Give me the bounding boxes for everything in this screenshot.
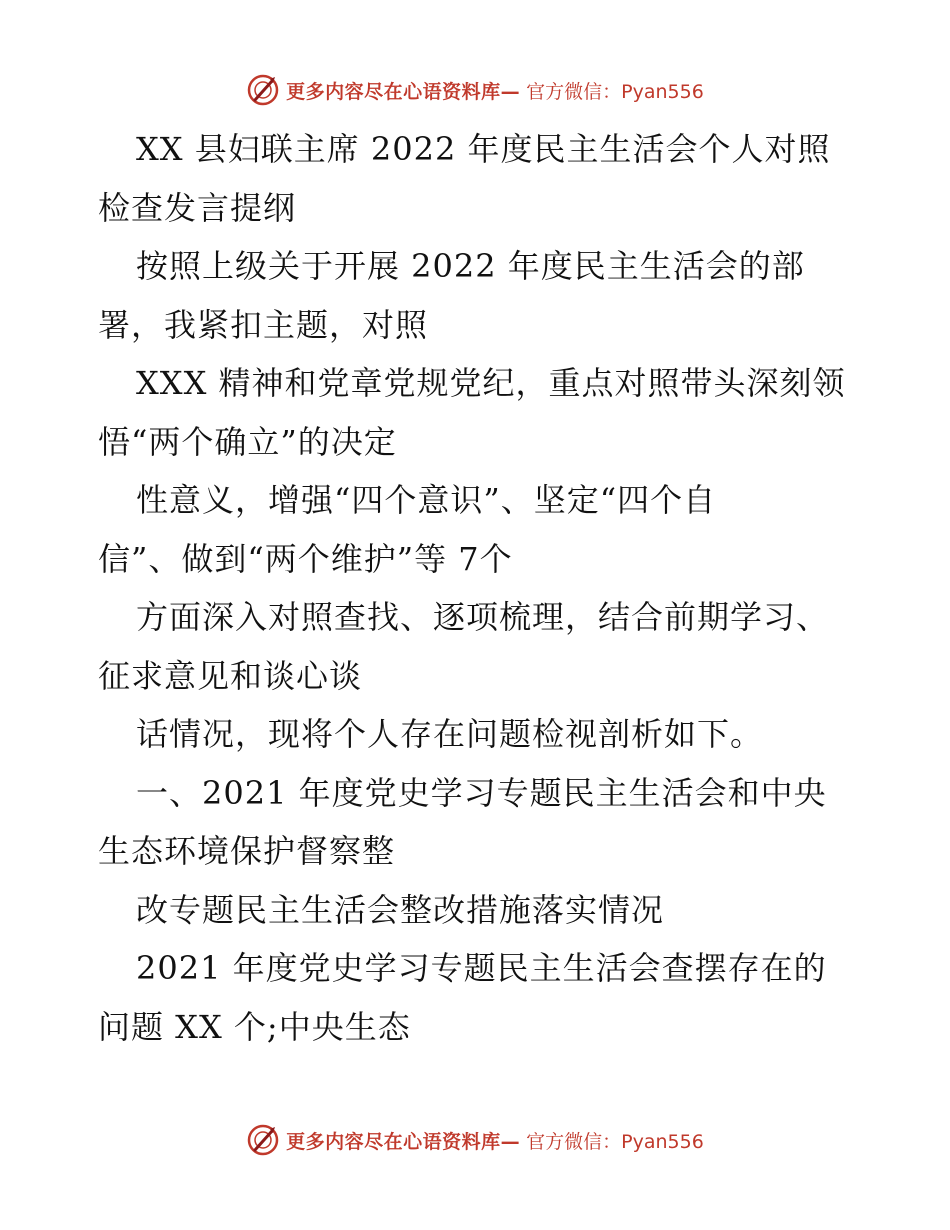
document-body [98, 120, 858, 1056]
text-line: 署，我紧扣主题，对照 [98, 305, 429, 344]
text-line: 改专题民主生活会整改措施落实情况 [136, 890, 665, 929]
text-line: 按照上级关于开展 2022 年度民主生活会的部 [136, 247, 805, 285]
text-line: 信”、做到“两个维护”等 7个 [98, 539, 513, 578]
banner-wechat: 官方微信：Pyan556 [526, 1130, 704, 1153]
logo-icon [246, 1123, 280, 1157]
banner-text: 更多内容尽在心语资料库— [286, 80, 521, 103]
footer-banner [0, 1120, 950, 1160]
text-line: 一、2021 年度党史学习专题民主生活会和中央 [136, 773, 827, 812]
logo-icon [246, 73, 280, 107]
text-line: XX 县妇联主席 2022 年度民主生活会个人对照 [136, 130, 831, 168]
text-line: 征求意见和谈心谈 [98, 656, 363, 695]
text-line: 方面深入对照查找、逐项梳理，结合前期学习、 [136, 598, 830, 636]
text-line: 问题 XX 个;中央生态 [98, 1007, 411, 1046]
text-line: 2021 年度党史学习专题民主生活会查摆存在的 [136, 949, 827, 987]
text-line: XXX 精神和党章党规党纪，重点对照带头深刻领 [136, 364, 846, 402]
text-line: 悟“两个确立”的决定 [98, 422, 397, 461]
banner-wechat: 官方微信：Pyan556 [526, 80, 704, 103]
text-line: 检查发言提纲 [98, 188, 297, 227]
banner-text: 更多内容尽在心语资料库— [286, 1130, 521, 1153]
text-line: 性意义，增强“四个意识”、坚定“四个自 [136, 481, 717, 519]
text-line: 话情况，现将个人存在问题检视剖析如下。 [136, 715, 764, 753]
text-line: 生态环境保护督察整 [98, 832, 396, 870]
header-banner [0, 70, 950, 110]
